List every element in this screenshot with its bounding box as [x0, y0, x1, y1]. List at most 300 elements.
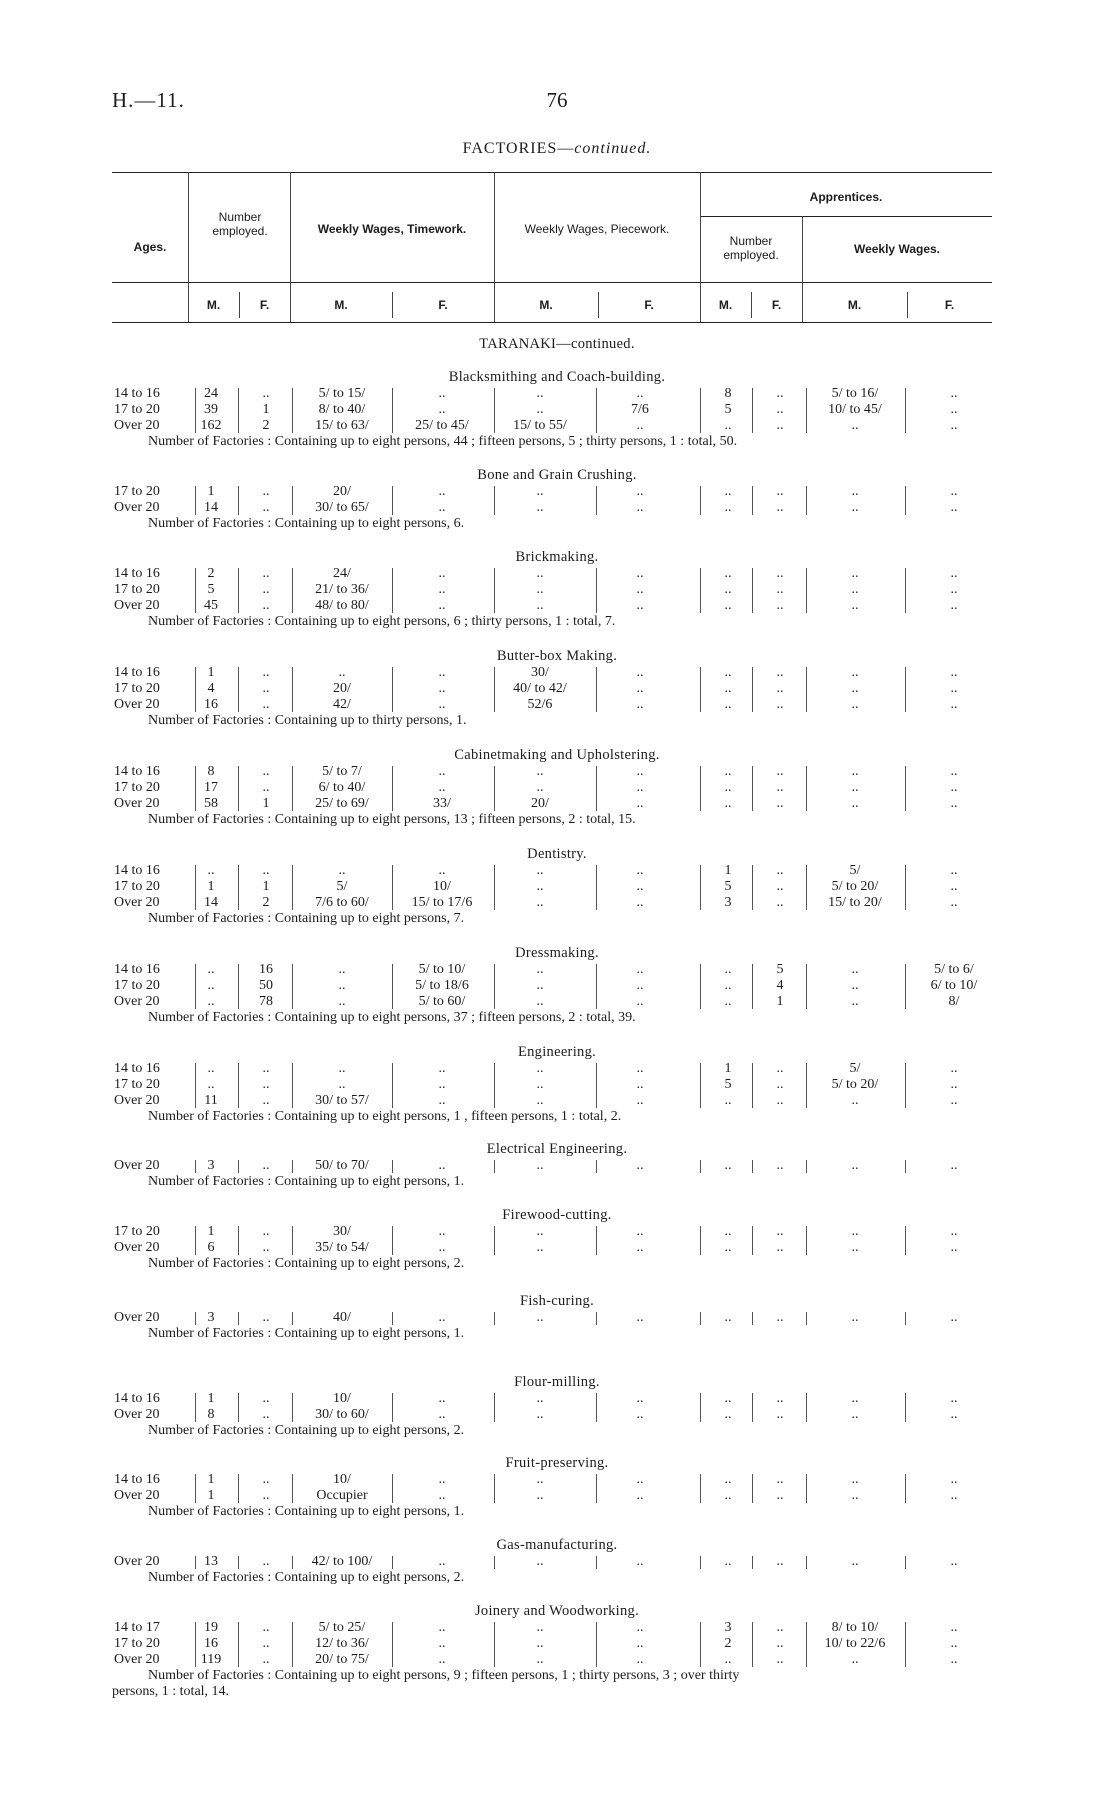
column-separator — [596, 388, 597, 433]
cell-m: 1 — [207, 1472, 215, 1487]
header-number-employed: Number employed. — [212, 210, 268, 238]
cell-m: .. — [207, 1077, 215, 1092]
age-cell: Over 20 — [114, 418, 160, 433]
column-separator — [700, 1160, 701, 1173]
cell-pm: .. — [536, 484, 544, 499]
column-separator — [806, 1474, 807, 1503]
cell-tf: .. — [438, 1652, 446, 1667]
table-row — [0, 484, 1114, 500]
factories-note: Number of Factories : Containing up to eight persons, 44 ; fifteen persons, 5 ; thirty persons, 1 : total, 50. — [148, 434, 738, 449]
cell-m: .. — [207, 978, 215, 993]
table-row — [0, 681, 1114, 697]
cell-m: 14 — [204, 500, 218, 515]
cell-am: .. — [724, 994, 732, 1009]
cell-f: 78 — [259, 994, 273, 1009]
cell-tf: 5/ to 60/ — [418, 994, 466, 1009]
cell-wm: .. — [851, 764, 859, 779]
column-separator — [292, 1226, 293, 1255]
cell-m: 14 — [204, 895, 218, 910]
column-separator — [392, 1556, 393, 1569]
cell-am: .. — [724, 1554, 732, 1569]
column-separator — [752, 486, 753, 515]
table-row — [0, 1158, 1114, 1174]
cell-wm: 5/ to 16/ — [831, 386, 879, 401]
cell-pf: .. — [636, 1093, 644, 1108]
cell-wm: .. — [851, 780, 859, 795]
age-cell: 14 to 16 — [114, 566, 160, 581]
column-separator — [392, 568, 393, 613]
cell-f: .. — [262, 500, 270, 515]
cell-wm: .. — [851, 1310, 859, 1325]
column-separator — [238, 1063, 239, 1108]
column-separator — [752, 1063, 753, 1108]
cell-f: .. — [262, 1620, 270, 1635]
age-cell: Over 20 — [114, 697, 160, 712]
cell-wm: .. — [851, 582, 859, 597]
cell-af: .. — [776, 1652, 784, 1667]
cell-am: 3 — [724, 1620, 732, 1635]
cell-wf: .. — [950, 1636, 958, 1651]
column-separator — [596, 667, 597, 712]
column-separator — [195, 1226, 196, 1255]
column-separator — [392, 486, 393, 515]
age-cell: 17 to 20 — [114, 780, 160, 795]
cell-am: .. — [724, 1472, 732, 1487]
cell-am: .. — [724, 1093, 732, 1108]
table-row — [0, 665, 1114, 681]
cell-pm: .. — [536, 1488, 544, 1503]
column-separator — [195, 766, 196, 811]
cell-am: .. — [724, 1391, 732, 1406]
cell-wf: .. — [950, 1472, 958, 1487]
column-separator — [752, 568, 753, 613]
header-apprentices: Apprentices. — [809, 190, 883, 204]
cell-pf: .. — [636, 1240, 644, 1255]
factories-note: Number of Factories : Containing up to eight persons, 2. — [148, 1570, 465, 1585]
cell-tm: 50/ to 70/ — [315, 1158, 369, 1173]
cell-f: .. — [262, 1077, 270, 1092]
cell-tf: .. — [438, 1061, 446, 1076]
column-separator — [700, 1556, 701, 1569]
cell-m: 1 — [207, 1224, 215, 1239]
cell-pm: .. — [536, 598, 544, 613]
cell-tm: Occupier — [316, 1488, 368, 1503]
cell-pf: .. — [636, 780, 644, 795]
cell-am: .. — [724, 1224, 732, 1239]
cell-pm: .. — [536, 1158, 544, 1173]
age-cell: Over 20 — [114, 1310, 160, 1325]
column-separator — [238, 1474, 239, 1503]
column-separator — [392, 667, 393, 712]
cell-m: 1 — [207, 665, 215, 680]
column-separator — [195, 1393, 196, 1422]
cell-f: 1 — [262, 879, 270, 894]
cell-wm: .. — [851, 962, 859, 977]
cell-pf: .. — [636, 598, 644, 613]
column-separator — [195, 486, 196, 515]
column-separator — [494, 1063, 495, 1108]
page-identifier: H.—11. — [112, 88, 185, 112]
cell-tf: 15/ to 17/6 — [411, 895, 473, 910]
column-separator — [292, 1312, 293, 1325]
cell-af: .. — [776, 402, 784, 417]
cell-pm: .. — [536, 1077, 544, 1092]
column-separator — [596, 1160, 597, 1173]
cell-am: .. — [724, 1407, 732, 1422]
cell-am: .. — [724, 500, 732, 515]
cell-tf: .. — [438, 598, 446, 613]
column-separator — [806, 1160, 807, 1173]
cell-wf: .. — [950, 780, 958, 795]
cell-wm: 5/ — [849, 863, 861, 878]
cell-pm: .. — [536, 994, 544, 1009]
section-heading: Fruit-preserving. — [505, 1455, 609, 1471]
cell-wf: 5/ to 6/ — [934, 962, 974, 977]
column-separator — [752, 1160, 753, 1173]
cell-wf: .. — [950, 1407, 958, 1422]
column-separator — [806, 766, 807, 811]
cell-pf: .. — [636, 386, 644, 401]
column-separator — [195, 667, 196, 712]
cell-tf: .. — [438, 402, 446, 417]
cell-tf: .. — [438, 1488, 446, 1503]
column-separator — [392, 1393, 393, 1422]
cell-af: .. — [776, 681, 784, 696]
column-separator — [905, 1622, 906, 1667]
column-separator — [292, 1393, 293, 1422]
cell-f: .. — [262, 1310, 270, 1325]
section-heading: Gas-manufacturing. — [496, 1537, 618, 1553]
cell-m: 8 — [207, 764, 215, 779]
age-cell: 17 to 20 — [114, 402, 160, 417]
cell-wf: .. — [950, 418, 958, 433]
table-row — [0, 402, 1114, 418]
cell-m: .. — [207, 1061, 215, 1076]
section-heading: Bone and Grain Crushing. — [477, 467, 637, 483]
cell-pf: .. — [636, 863, 644, 878]
factories-note: Number of Factories : Containing up to eight persons, 1 , fifteen persons, 1 : total, 2. — [148, 1109, 622, 1124]
column-separator — [292, 1160, 293, 1173]
header-m: M. — [539, 298, 553, 312]
table-row — [0, 1077, 1114, 1093]
cell-pm: .. — [536, 1620, 544, 1635]
cell-tm: 42/ — [333, 697, 351, 712]
cell-af: .. — [776, 764, 784, 779]
cell-pm: .. — [536, 962, 544, 977]
cell-wm: .. — [851, 1554, 859, 1569]
column-separator — [238, 766, 239, 811]
cell-tf: 5/ to 10/ — [418, 962, 466, 977]
table-row — [0, 863, 1114, 879]
cell-f: .. — [262, 1554, 270, 1569]
factories-note: Number of Factories : Containing up to eight persons, 6 ; thirty persons, 1 : total, 7. — [148, 614, 616, 629]
cell-am: .. — [724, 1240, 732, 1255]
age-cell: 14 to 16 — [114, 962, 160, 977]
cell-f: .. — [262, 780, 270, 795]
cell-pf: .. — [636, 994, 644, 1009]
cell-pf: .. — [636, 1620, 644, 1635]
column-separator — [752, 1312, 753, 1325]
header-ages: Ages. — [133, 240, 167, 254]
age-cell: 14 to 16 — [114, 863, 160, 878]
cell-af: .. — [776, 566, 784, 581]
cell-f: .. — [262, 1636, 270, 1651]
cell-tf: .. — [438, 665, 446, 680]
table-row — [0, 879, 1114, 895]
cell-m: 4 — [207, 681, 215, 696]
cell-af: .. — [776, 1240, 784, 1255]
column-separator — [292, 388, 293, 433]
cell-tm: 10/ — [333, 1391, 351, 1406]
cell-pf: .. — [636, 1077, 644, 1092]
header-f: F. — [259, 298, 270, 312]
age-cell: 17 to 20 — [114, 978, 160, 993]
header-f: F. — [771, 298, 782, 312]
cell-wf: .. — [950, 1093, 958, 1108]
cell-pf: .. — [636, 1407, 644, 1422]
section-heading: Fish-curing. — [519, 1293, 595, 1309]
cell-pm: .. — [536, 1636, 544, 1651]
cell-pm: 15/ to 55/ — [513, 418, 567, 433]
cell-am: 1 — [724, 863, 732, 878]
column-separator — [494, 1312, 495, 1325]
table-row — [0, 1061, 1114, 1077]
cell-wf: .. — [950, 566, 958, 581]
cell-pf: .. — [636, 582, 644, 597]
table-row — [0, 1472, 1114, 1488]
header-m: M. — [334, 298, 348, 312]
column-separator — [292, 1556, 293, 1569]
cell-pf: .. — [636, 895, 644, 910]
column-separator — [494, 486, 495, 515]
cell-af: 5 — [776, 962, 784, 977]
cell-pm: .. — [536, 863, 544, 878]
cell-af: .. — [776, 1407, 784, 1422]
column-separator — [494, 1474, 495, 1503]
cell-f: 1 — [262, 402, 270, 417]
cell-wm: .. — [851, 1488, 859, 1503]
column-separator — [392, 964, 393, 1009]
cell-tf: .. — [438, 697, 446, 712]
column-separator — [905, 667, 906, 712]
cell-wm: .. — [851, 994, 859, 1009]
table-row — [0, 780, 1114, 796]
table-row — [0, 895, 1114, 911]
cell-af: .. — [776, 697, 784, 712]
table-row — [0, 582, 1114, 598]
age-cell: Over 20 — [114, 500, 160, 515]
cell-am: 5 — [724, 879, 732, 894]
cell-wm: .. — [851, 1652, 859, 1667]
column-separator — [494, 1160, 495, 1173]
cell-tf: .. — [438, 764, 446, 779]
column-separator — [392, 1312, 393, 1325]
cell-tm: 7/6 to 60/ — [315, 895, 369, 910]
column-separator — [806, 1226, 807, 1255]
column-separator — [905, 766, 906, 811]
cell-tf: .. — [438, 1224, 446, 1239]
cell-af: .. — [776, 598, 784, 613]
column-separator — [905, 1474, 906, 1503]
cell-pf: .. — [636, 484, 644, 499]
cell-tf: .. — [438, 1472, 446, 1487]
cell-af: .. — [776, 484, 784, 499]
column-separator — [700, 964, 701, 1009]
age-cell: 17 to 20 — [114, 879, 160, 894]
column-separator — [494, 1226, 495, 1255]
column-separator — [905, 568, 906, 613]
table-row — [0, 1224, 1114, 1240]
cell-f: .. — [262, 566, 270, 581]
cell-tm: 5/ — [336, 879, 348, 894]
cell-wm: .. — [851, 500, 859, 515]
cell-am: .. — [724, 780, 732, 795]
cell-pm: .. — [536, 1310, 544, 1325]
cell-am: .. — [724, 418, 732, 433]
cell-wf: .. — [950, 1224, 958, 1239]
cell-tf: .. — [438, 1636, 446, 1651]
cell-tf: 10/ — [433, 879, 451, 894]
cell-tf: .. — [438, 1093, 446, 1108]
cell-tm: .. — [338, 665, 346, 680]
column-separator — [905, 1063, 906, 1108]
age-cell: 17 to 20 — [114, 484, 160, 499]
cell-af: .. — [776, 1158, 784, 1173]
column-separator — [596, 766, 597, 811]
cell-tm: .. — [338, 962, 346, 977]
cell-tf: .. — [438, 1240, 446, 1255]
cell-pm: .. — [536, 780, 544, 795]
column-separator — [195, 388, 196, 433]
column-separator — [752, 1393, 753, 1422]
section-heading: Brickmaking. — [515, 549, 599, 565]
cell-f: 2 — [262, 418, 270, 433]
cell-m: 16 — [204, 1636, 218, 1651]
section-heading: Electrical Engineering. — [486, 1141, 628, 1157]
age-cell: 17 to 20 — [114, 681, 160, 696]
cell-tm: 5/ to 7/ — [322, 764, 362, 779]
cell-wf: .. — [950, 484, 958, 499]
cell-tf: .. — [438, 566, 446, 581]
cell-m: 119 — [200, 1652, 222, 1667]
cell-wf: 8/ — [948, 994, 960, 1009]
table-row — [0, 1407, 1114, 1423]
cell-pf: .. — [636, 665, 644, 680]
cell-wf: .. — [950, 665, 958, 680]
cell-tf: .. — [438, 1310, 446, 1325]
column-separator — [494, 388, 495, 433]
cell-pm: .. — [536, 582, 544, 597]
cell-am: 3 — [724, 895, 732, 910]
cell-tm: 30/ to 57/ — [315, 1093, 369, 1108]
cell-pm: .. — [536, 1224, 544, 1239]
cell-am: .. — [724, 764, 732, 779]
age-cell: 17 to 20 — [114, 582, 160, 597]
cell-pm: .. — [536, 1472, 544, 1487]
column-separator — [292, 1474, 293, 1503]
cell-wm: .. — [851, 1391, 859, 1406]
cell-tf: .. — [438, 1620, 446, 1635]
cell-m: 58 — [204, 796, 218, 811]
cell-wf: .. — [950, 1077, 958, 1092]
cell-m: 1 — [207, 1488, 215, 1503]
cell-af: .. — [776, 1554, 784, 1569]
page-number-text: 76 — [546, 88, 568, 112]
cell-wf: .. — [950, 500, 958, 515]
cell-pm: .. — [536, 500, 544, 515]
column-separator — [494, 1556, 495, 1569]
age-cell: Over 20 — [114, 1093, 160, 1108]
cell-pm: .. — [536, 1652, 544, 1667]
cell-wm: .. — [851, 566, 859, 581]
cell-pf: .. — [636, 962, 644, 977]
factories-note: Number of Factories : Containing up to eight persons, 1. — [148, 1174, 465, 1189]
column-separator — [494, 865, 495, 910]
cell-tm: 15/ to 63/ — [315, 418, 369, 433]
cell-af: .. — [776, 1224, 784, 1239]
cell-wf: .. — [950, 697, 958, 712]
factories-note: Number of Factories : Containing up to eight persons, 37 ; fifteen persons, 2 : total, 39. — [148, 1010, 636, 1025]
table-row — [0, 1391, 1114, 1407]
cell-af: .. — [776, 1472, 784, 1487]
cell-m: .. — [207, 962, 215, 977]
column-separator — [292, 766, 293, 811]
cell-tm: 42/ to 100/ — [311, 1554, 373, 1569]
column-separator — [905, 1226, 906, 1255]
age-cell: Over 20 — [114, 598, 160, 613]
cell-am: 5 — [724, 1077, 732, 1092]
column-separator — [238, 964, 239, 1009]
cell-wf: .. — [950, 879, 958, 894]
column-separator — [238, 1312, 239, 1325]
column-separator — [392, 388, 393, 433]
cell-m: 17 — [204, 780, 218, 795]
factories-note: Number of Factories : Containing up to eight persons, 1. — [148, 1504, 465, 1519]
cell-pf: .. — [636, 418, 644, 433]
table-row — [0, 1652, 1114, 1668]
cell-wm: .. — [851, 1240, 859, 1255]
age-cell: Over 20 — [114, 1488, 160, 1503]
cell-pf: .. — [636, 500, 644, 515]
column-separator — [806, 865, 807, 910]
cell-pm: .. — [536, 1061, 544, 1076]
cell-am: .. — [724, 962, 732, 977]
cell-tm: 25/ to 69/ — [315, 796, 369, 811]
column-separator — [494, 568, 495, 613]
cell-am: .. — [724, 1488, 732, 1503]
cell-wm: 8/ to 10/ — [831, 1620, 879, 1635]
cell-pf: 7/6 — [631, 402, 649, 417]
cell-tm: 20/ — [333, 484, 351, 499]
cell-pf: .. — [636, 1224, 644, 1239]
cell-af: .. — [776, 796, 784, 811]
cell-wm: 10/ to 22/6 — [824, 1636, 886, 1651]
cell-am: .. — [724, 1310, 732, 1325]
cell-wf: .. — [950, 764, 958, 779]
cell-m: 11 — [204, 1093, 218, 1108]
cell-f: .. — [262, 1488, 270, 1503]
cell-pm: 20/ — [531, 796, 549, 811]
column-separator — [292, 486, 293, 515]
column-separator — [292, 964, 293, 1009]
column-separator — [596, 964, 597, 1009]
cell-wf: .. — [950, 1652, 958, 1667]
column-separator — [905, 1312, 906, 1325]
cell-am: 5 — [724, 402, 732, 417]
age-cell: 14 to 17 — [114, 1620, 160, 1635]
column-separator — [195, 865, 196, 910]
column-separator — [494, 1393, 495, 1422]
